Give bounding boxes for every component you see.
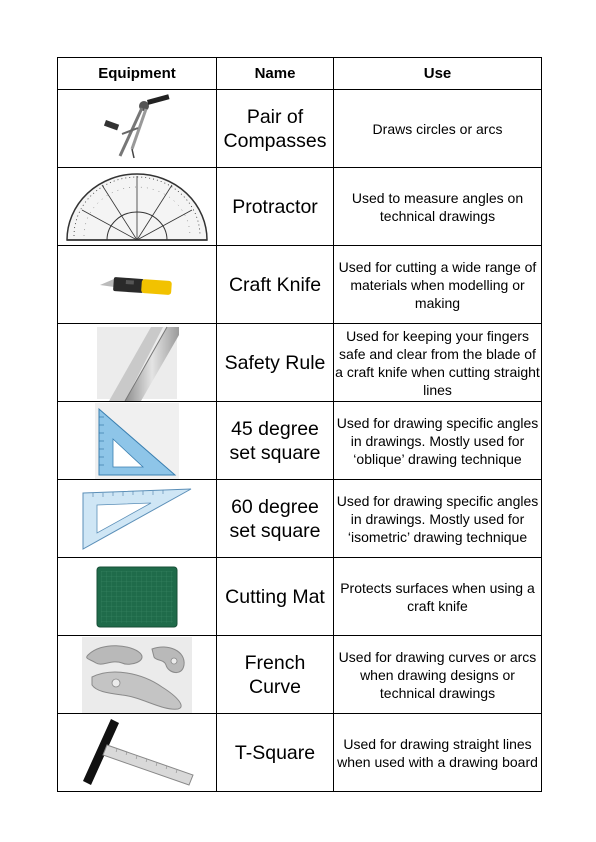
safety-rule-icon (95, 325, 179, 401)
equipment-name: T-Square (217, 714, 334, 792)
equipment-cell (58, 480, 217, 558)
header-name: Name (217, 58, 334, 90)
equipment-cell (58, 636, 217, 714)
cutting-mat-icon (96, 566, 178, 628)
table-row (58, 90, 542, 168)
table-row (58, 168, 542, 246)
craft-knife-icon (92, 265, 182, 305)
equipment-cell (58, 714, 217, 792)
equipment-use: Used to measure angles on technical drawings (334, 168, 542, 246)
equipment-cell (58, 324, 217, 402)
header-row (58, 58, 542, 90)
t-square-icon (77, 715, 197, 791)
equipment-use: Used for keeping your fingers safe and clear from the blade of a craft knife when cutting straight lines (334, 324, 542, 402)
table-row (58, 636, 542, 714)
header-equipment: Equipment (58, 58, 217, 90)
equipment-name: Pair of Compasses (217, 90, 334, 168)
equipment-cell (58, 246, 217, 324)
equipment-cell (58, 90, 217, 168)
compass-icon (92, 94, 182, 164)
table-row (58, 402, 542, 480)
equipment-use: Used for drawing curves or arcs when drawing designs or technical drawings (334, 636, 542, 714)
equipment-use: Used for drawing straight lines when used with a drawing board (334, 714, 542, 792)
equipment-cell (58, 558, 217, 636)
equipment-name: 60 degree set square (217, 480, 334, 558)
table-row (58, 480, 542, 558)
equipment-use: Used for cutting a wide range of materials when modelling or making (334, 246, 542, 324)
equipment-cell (58, 168, 217, 246)
equipment-use: Used for drawing specific angles in drawings. Mostly used for ‘isometric’ drawing technique (334, 480, 542, 558)
header-use: Use (334, 58, 542, 90)
equipment-name: 45 degree set square (217, 402, 334, 480)
equipment-cell (58, 402, 217, 480)
equipment-name: Cutting Mat (217, 558, 334, 636)
protractor-icon (62, 170, 212, 244)
equipment-name: Protractor (217, 168, 334, 246)
table-row (58, 714, 542, 792)
equipment-use: Protects surfaces when using a craft knife (334, 558, 542, 636)
equipment-use: Draws circles or arcs (334, 90, 542, 168)
set-square-45-icon (95, 403, 179, 479)
equipment-name: Safety Rule (217, 324, 334, 402)
table-row (58, 246, 542, 324)
equipment-name: Craft Knife (217, 246, 334, 324)
french-curve-icon (82, 637, 192, 713)
table-row (58, 558, 542, 636)
table-row (58, 324, 542, 402)
equipment-name: French Curve (217, 636, 334, 714)
equipment-use: Used for drawing specific angles in drawings. Mostly used for ‘oblique’ drawing technique (334, 402, 542, 480)
set-square-60-icon (79, 483, 195, 555)
equipment-table (57, 57, 542, 792)
